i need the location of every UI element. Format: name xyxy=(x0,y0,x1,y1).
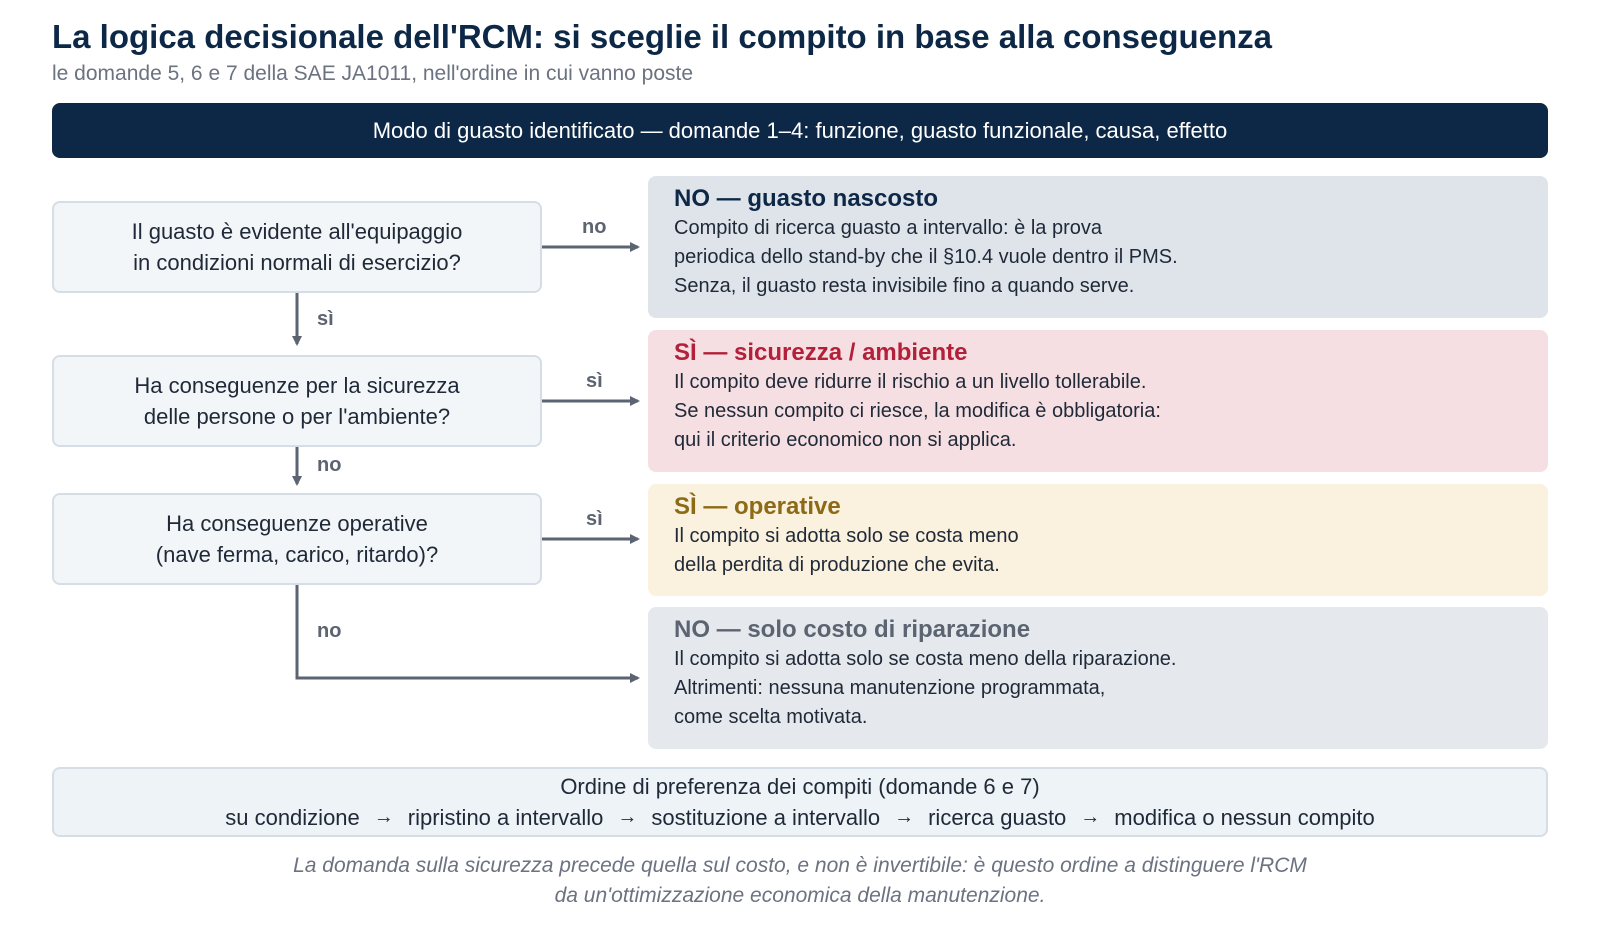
question-line: delle persone o per l'ambiente? xyxy=(143,404,451,429)
question-line: (nave ferma, carico, ritardo)? xyxy=(155,542,439,567)
preference-title: Ordine di preferenza dei compiti (domande 6 e 7) xyxy=(560,774,1040,799)
outcome-line: della perdita di produzione che evita. xyxy=(674,554,1000,576)
outcome-line: Se nessun compito ci riesce, la modifica è obbligatoria: xyxy=(674,400,1161,422)
label-q1-no: no xyxy=(582,216,607,238)
task-preference-order xyxy=(52,767,1548,837)
footnote-line: da un'ottimizzazione economica della manutenzione. xyxy=(554,884,1046,907)
outcome-heading: NO — solo costo di riparazione xyxy=(674,616,1031,643)
outcome-hidden-failure xyxy=(648,176,1548,318)
footnote-line: La domanda sulla sicurezza precede quella sul costo, e non è invertibile: è questo ordine a distinguere l'RCM xyxy=(293,854,1307,877)
preference-step: sostituzione a intervallo xyxy=(651,805,881,830)
failure-mode-banner: Modo di guasto identificato — domande 1–4: funzione, guasto funzionale, causa, effetto xyxy=(52,103,1548,158)
question-operative-consequences xyxy=(52,493,542,585)
question-line: in condizioni normali di esercizio? xyxy=(133,250,461,275)
label-q1-yes: sì xyxy=(317,308,334,330)
page-title: La logica decisionale dell'RCM: si sceglie il compito in base alla conseguenza xyxy=(52,18,1273,55)
preference-step: ricerca guasto xyxy=(928,805,1067,830)
outcome-line: Altrimenti: nessuna manutenzione programmata, xyxy=(674,677,1106,699)
outcome-line: come scelta motivata. xyxy=(674,706,868,728)
label-q2-no: no xyxy=(317,454,342,476)
question-line: Il guasto è evidente all'equipaggio xyxy=(131,219,463,244)
outcome-operative xyxy=(648,484,1548,596)
label-q3-yes: sì xyxy=(586,508,603,530)
arrow-right-icon: → xyxy=(373,806,394,828)
outcome-safety-environment xyxy=(648,330,1548,472)
preference-step: modifica o nessun compito xyxy=(1114,805,1375,830)
outcome-line: Il compito si adotta solo se costa meno xyxy=(674,525,1019,547)
arrow-right-icon: → xyxy=(894,806,915,828)
question-line: Ha conseguenze per la sicurezza xyxy=(134,373,460,398)
question-evident-failure xyxy=(52,201,542,293)
outcome-heading: NO — guasto nascosto xyxy=(674,185,939,212)
arrow-right-icon: → xyxy=(617,806,638,828)
question-safety-consequences xyxy=(52,355,542,447)
question-line: Ha conseguenze operative xyxy=(166,511,428,536)
outcome-line: Il compito si adotta solo se costa meno della riparazione. xyxy=(674,648,1177,670)
arrow-right-icon: → xyxy=(1080,806,1101,828)
outcome-heading: SÌ — sicurezza / ambiente xyxy=(674,339,968,366)
preference-step: su condizione xyxy=(225,805,360,830)
page-subtitle: le domande 5, 6 e 7 della SAE JA1011, nell'ordine in cui vanno poste xyxy=(52,62,694,85)
outcome-line: Compito di ricerca guasto a intervallo: è la prova xyxy=(674,217,1102,239)
connector-q3-down xyxy=(297,584,638,678)
preference-step: ripristino a intervallo xyxy=(407,805,604,830)
outcome-repair-cost-only xyxy=(648,607,1548,749)
label-q3-no: no xyxy=(317,620,342,642)
outcome-heading: SÌ — operative xyxy=(674,493,841,520)
outcome-line: Senza, il guasto resta invisibile fino a quando serve. xyxy=(674,275,1135,297)
outcome-line: qui il criterio economico non si applica. xyxy=(674,429,1017,451)
outcome-line: Il compito deve ridurre il rischio a un livello tollerabile. xyxy=(674,371,1147,393)
preference-chain xyxy=(225,802,1375,833)
outcome-line: periodica dello stand-by che il §10.4 vuole dentro il PMS. xyxy=(674,246,1178,268)
label-q2-yes: sì xyxy=(586,370,603,392)
footnote xyxy=(0,851,1600,911)
